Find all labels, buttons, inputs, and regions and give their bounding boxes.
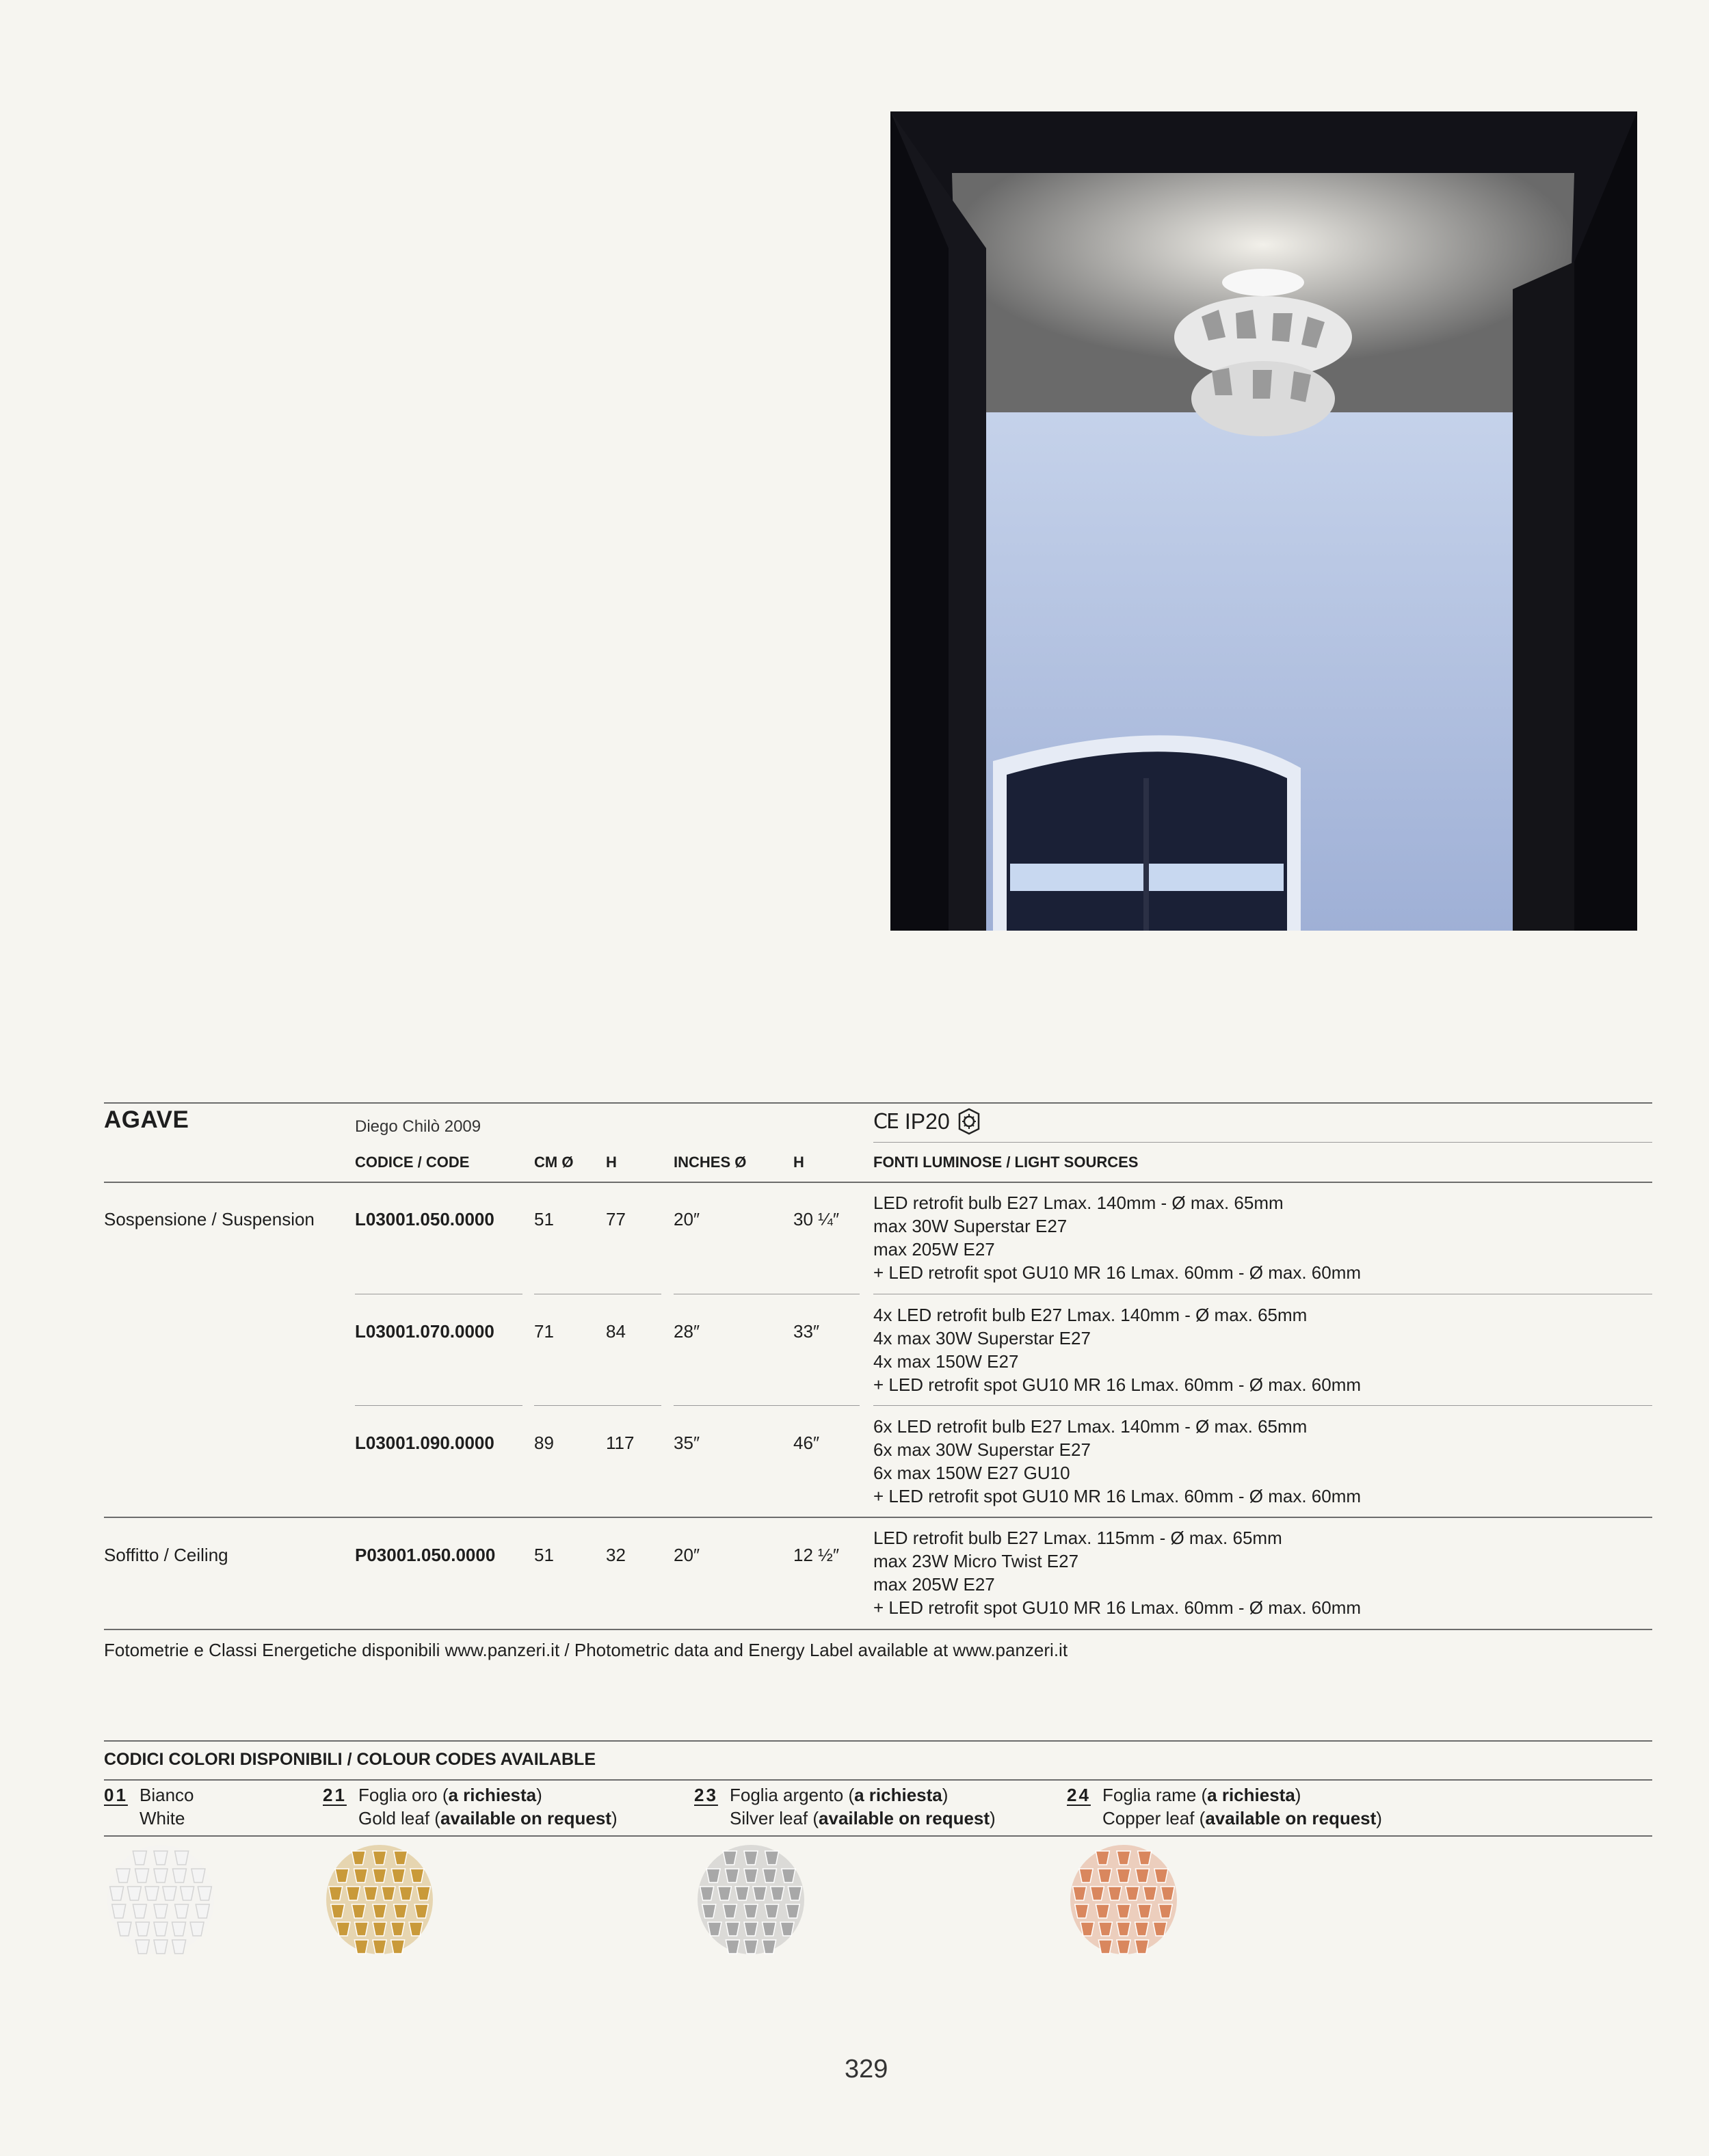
cm-diameter: 89 <box>534 1433 554 1453</box>
ce-mark-icon: CE <box>873 1109 898 1134</box>
light-sources: 6x LED retrofit bulb E27 Lmax. 140mm - Ø max. 65mm 6x max 30W Superstar E27 6x max 150W E27 GU10 + LED retrofit spot GU10 MR 16 Lmax. 60mm - Ø max. 60mm <box>873 1416 1362 1506</box>
product-code: P03001.050.0000 <box>355 1545 496 1565</box>
footnote: Fotometrie e Classi Energetiche disponibili www.panzeri.it / Photometric data and Energy Label available at www.panzeri.it <box>104 1640 1068 1660</box>
colour-codes-header-rule <box>104 1779 1652 1781</box>
cm-height: 84 <box>606 1321 626 1342</box>
col-header-inch-diameter: INCHES Ø <box>674 1154 747 1171</box>
cm-height: 117 <box>606 1433 635 1453</box>
colour-code: 21 <box>323 1785 347 1805</box>
product-code: L03001.050.0000 <box>355 1209 494 1229</box>
cm-diameter: 71 <box>534 1321 554 1342</box>
ip-rating: IP20 <box>904 1108 950 1134</box>
row-type: Soffitto / Ceiling <box>104 1545 228 1565</box>
colour-code: 01 <box>104 1785 128 1805</box>
cm-diameter: 51 <box>534 1545 554 1565</box>
inch-height: 30 ¼″ <box>793 1209 840 1229</box>
inch-diameter: 20″ <box>674 1545 700 1565</box>
light-sources: LED retrofit bulb E27 Lmax. 140mm - Ø max. 65mm max 30W Superstar E27 max 205W E27 + LED retrofit spot GU10 MR 16 Lmax. 60mm - Ø max. 60mm <box>873 1193 1362 1283</box>
product-code: L03001.090.0000 <box>355 1433 494 1453</box>
colour-option: 24 Foglia rame (a richiesta) Copper leaf (available on request) <box>1067 1785 1382 1828</box>
certification-marks <box>873 1108 981 1135</box>
cm-diameter: 51 <box>534 1209 554 1229</box>
light-sources: 4x LED retrofit bulb E27 Lmax. 140mm - Ø max. 65mm 4x max 30W Superstar E27 4x max 150W E27 + LED retrofit spot GU10 MR 16 Lmax. 60mm - Ø max. 60mm <box>873 1305 1362 1395</box>
row-divider <box>355 1405 522 1406</box>
row-type: Sospensione / Suspension <box>104 1209 315 1229</box>
row-divider <box>873 1405 1652 1406</box>
product-code: L03001.070.0000 <box>355 1321 494 1342</box>
col-header-cm-height: H <box>606 1154 617 1171</box>
colour-code: 23 <box>694 1785 718 1805</box>
col-header-code: CODICE / CODE <box>355 1154 470 1171</box>
section-rule <box>104 1517 1652 1518</box>
swatch-silver <box>693 1839 809 1959</box>
colour-codes-top-rule <box>104 1740 1652 1742</box>
header-bottom-rule <box>104 1182 1652 1183</box>
top-rule <box>104 1102 1652 1104</box>
cm-height: 77 <box>606 1209 626 1229</box>
col-header-inch-height: H <box>793 1154 804 1171</box>
col-header-light-sources: FONTI LUMINOSE / LIGHT SOURCES <box>873 1154 1139 1171</box>
row-divider <box>534 1405 661 1406</box>
swatch-copper <box>1065 1839 1182 1959</box>
colour-code: 24 <box>1067 1785 1091 1805</box>
designer-credit: Diego Chilò 2009 <box>355 1117 481 1136</box>
swatch-gold <box>321 1839 438 1959</box>
colour-codes-title: CODICI COLORI DISPONIBILI / COLOUR CODES AVAILABLE <box>104 1750 596 1769</box>
table-bottom-rule <box>104 1629 1652 1630</box>
colour-option: 23 Foglia argento (a richiesta) Silver leaf (available on request) <box>694 1785 996 1828</box>
product-photo <box>890 111 1637 931</box>
inch-height: 33″ <box>793 1321 820 1342</box>
inch-height: 46″ <box>793 1433 820 1453</box>
page-number: 329 <box>845 2055 888 2084</box>
inch-diameter: 28″ <box>674 1321 700 1342</box>
inch-diameter: 20″ <box>674 1209 700 1229</box>
colour-option: 21 Foglia oro (a richiesta) Gold leaf (available on request) <box>323 1785 618 1828</box>
product-name: AGAVE <box>104 1106 189 1133</box>
light-sources: LED retrofit bulb E27 Lmax. 115mm - Ø max. 65mm max 23W Micro Twist E27 max 205W E27 + LED retrofit spot GU10 MR 16 Lmax. 60mm - Ø max. 60mm <box>873 1528 1362 1618</box>
insulation-class-icon <box>957 1108 981 1135</box>
swatch-white <box>103 1839 219 1959</box>
colour-option: 01 Bianco White <box>104 1785 194 1828</box>
colour-codes-bottom-rule <box>104 1835 1652 1837</box>
row-divider <box>674 1405 860 1406</box>
header-rule-sources <box>873 1142 1652 1143</box>
cm-height: 32 <box>606 1545 626 1565</box>
inch-height: 12 ½″ <box>793 1545 840 1565</box>
col-header-cm-diameter: CM Ø <box>534 1154 574 1171</box>
inch-diameter: 35″ <box>674 1433 700 1453</box>
